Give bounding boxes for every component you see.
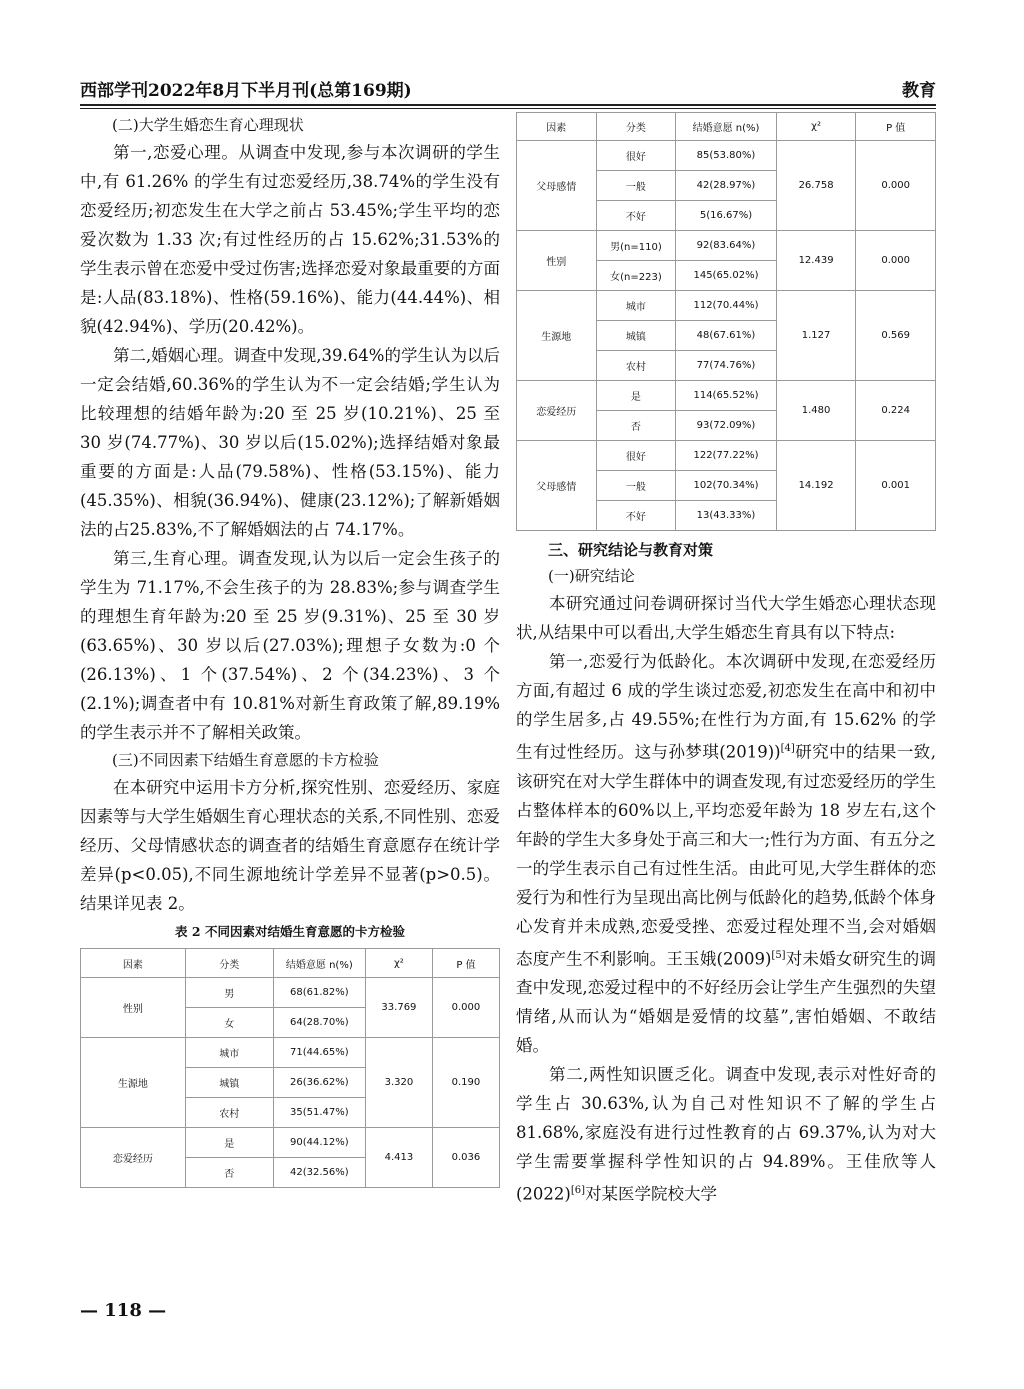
factor-cell: 性别 xyxy=(517,231,597,291)
category-cell: 城镇 xyxy=(596,321,676,351)
journal-title: 西部学刊2022年8月下半月刊(总第169期) xyxy=(80,81,412,101)
value-cell: 114(65.52%) xyxy=(676,381,777,411)
text-run: 第二,两性知识匮乏化。调查中发现,表示对性好奇的学生占 30.63%,认为自己对性知识不了解的学生占 81.68%,家庭没有进行过性教育的占 69.37%,认为对大学生需要掌握科学性知识的占 94.89%。王佳欣等人(2022) xyxy=(516,1065,936,1204)
header-p: P 值 xyxy=(856,113,936,141)
chi-cell: 1.127 xyxy=(776,291,856,381)
value-cell: 85(53.80%) xyxy=(676,141,777,171)
header-willing: 结婚意愿 n(%) xyxy=(273,949,365,978)
header-rule-thin xyxy=(80,108,936,109)
citation-4: [4] xyxy=(780,743,795,754)
page-number: — 118 — xyxy=(80,1300,167,1321)
p-cell: 0.224 xyxy=(856,381,936,441)
chi-cell: 33.769 xyxy=(365,978,432,1038)
chi-cell: 1.480 xyxy=(776,381,856,441)
factor-cell: 生源地 xyxy=(517,291,597,381)
chi-cell: 4.413 xyxy=(365,1128,432,1188)
p-cell: 0.036 xyxy=(432,1128,499,1188)
page-header xyxy=(80,76,936,104)
table-header-row xyxy=(517,113,936,141)
p-cell: 0.000 xyxy=(856,141,936,231)
subsection-heading-3: (三)不同因素下结婚生育意愿的卡方检验 xyxy=(112,751,379,769)
value-cell: 48(67.61%) xyxy=(676,321,777,351)
value-cell: 13(43.33%) xyxy=(676,501,777,531)
category-cell: 城市 xyxy=(185,1038,273,1068)
factor-cell: 父母感情 xyxy=(517,441,597,531)
header-rule xyxy=(80,104,936,106)
paragraph-intro: 本研究通过问卷调研探讨当代大学生婚恋心理状态现状,从结果中可以看出,大学生婚恋生育具有以下特点: xyxy=(516,594,936,642)
factor-cell: 恋爱经历 xyxy=(517,381,597,441)
value-cell: 42(32.56%) xyxy=(273,1158,365,1188)
table-row xyxy=(517,441,936,471)
category-cell: 很好 xyxy=(596,441,676,471)
paragraph-chi-square: 在本研究中运用卡方分析,探究性别、恋爱经历、家庭因素等与大学生婚姻生育心理状态的关系,不同性别、恋爱经历、父母情感状态的调查者的结婚生育意愿存在统计学差异(p<0.05),不同生源地统计学差异不显著(p>0.5)。结果详见表 2。 xyxy=(80,778,500,913)
value-cell: 68(61.82%) xyxy=(273,978,365,1008)
category-cell: 不好 xyxy=(596,201,676,231)
p-cell: 0.000 xyxy=(856,231,936,291)
value-cell: 77(74.76%) xyxy=(676,351,777,381)
header-p: P 值 xyxy=(432,949,499,978)
table-row xyxy=(517,231,936,261)
factor-cell: 父母感情 xyxy=(517,141,597,231)
p-cell: 0.000 xyxy=(432,978,499,1038)
paragraph-sex-knowledge xyxy=(516,1060,936,1209)
category-cell: 否 xyxy=(596,411,676,441)
left-column xyxy=(80,112,500,1188)
value-cell: 64(28.70%) xyxy=(273,1008,365,1038)
citation-6: [6] xyxy=(570,1185,586,1196)
subsection-heading-2: (二)大学生婚恋生育心理现状 xyxy=(112,116,304,134)
p-cell: 0.001 xyxy=(856,441,936,531)
section-label: 教育 xyxy=(902,81,936,101)
header-chi: χ² xyxy=(365,949,432,978)
right-column xyxy=(516,112,936,1209)
value-cell: 93(72.09%) xyxy=(676,411,777,441)
paragraph-early-love xyxy=(516,647,936,1060)
table-caption: 表 2 不同因素对结婚生育意愿的卡方检验 xyxy=(175,924,405,939)
table-2-marriage xyxy=(80,948,500,1188)
category-cell: 农村 xyxy=(596,351,676,381)
category-cell: 农村 xyxy=(185,1098,273,1128)
table-header-row xyxy=(81,949,500,978)
factor-cell: 生源地 xyxy=(81,1038,186,1128)
p-cell: 0.569 xyxy=(856,291,936,381)
factor-cell: 恋爱经历 xyxy=(81,1128,186,1188)
table-2-fertility xyxy=(516,112,936,531)
table-row xyxy=(517,141,936,171)
category-cell: 男(n=110) xyxy=(596,231,676,261)
category-cell: 城镇 xyxy=(185,1068,273,1098)
chi-cell: 14.192 xyxy=(776,441,856,531)
category-cell: 女(n=223) xyxy=(596,261,676,291)
citation-5: [5] xyxy=(771,949,786,961)
section-heading-3: 三、研究结论与教育对策 xyxy=(548,541,714,559)
value-cell: 102(70.34%) xyxy=(676,471,777,501)
value-cell: 26(36.62%) xyxy=(273,1068,365,1098)
category-cell: 一般 xyxy=(596,171,676,201)
table-row xyxy=(81,1128,500,1158)
text-run: 第一,恋爱行为低龄化。本次调研中发现,在恋爱经历方面,有超过 6 成的学生谈过恋爱,初恋发生在高中和初中的学生居多,占 49.55%;在性行为方面,有 15.62% 的学生有过性经历。这与孙梦琪(2019)) xyxy=(516,652,936,762)
chi-cell: 26.758 xyxy=(776,141,856,231)
header-category: 分类 xyxy=(596,113,676,141)
chi-cell: 12.439 xyxy=(776,231,856,291)
header-factor: 因素 xyxy=(517,113,597,141)
value-cell: 90(44.12%) xyxy=(273,1128,365,1158)
category-cell: 男 xyxy=(185,978,273,1008)
header-factor: 因素 xyxy=(81,949,186,978)
header-category: 分类 xyxy=(185,949,273,978)
value-cell: 71(44.65%) xyxy=(273,1038,365,1068)
category-cell: 一般 xyxy=(596,471,676,501)
category-cell: 是 xyxy=(185,1128,273,1158)
paragraph-love: 第一,恋爱心理。从调查中发现,参与本次调研的学生中,有 61.26% 的学生有过恋爱经历,38.74%的学生没有恋爱经历;初恋发生在大学之前占 53.45%;学生平均的恋爱次数为 1.33 次;有过性经历的占 15.62%;31.53%的学生表示曾在恋爱中受过伤害;选择恋爱对象最重要的方面是:人品(83.18%)、性格(59.16%)、能力(44.44%)、相貌(42.94%)、学历(20.42%)。 xyxy=(80,143,500,336)
table-row xyxy=(81,1038,500,1068)
value-cell: 145(65.02%) xyxy=(676,261,777,291)
category-cell: 很好 xyxy=(596,141,676,171)
value-cell: 42(28.97%) xyxy=(676,171,777,201)
paragraph-marriage: 第二,婚姻心理。调查中发现,39.64%的学生认为以后一定会结婚,60.36%的学生认为不一定会结婚;学生认为比较理想的结婚年龄为:20 至 25 岁(10.21%)、25 至 30 岁(74.77%)、30 岁以后(15.02%);选择结婚对象最重要的方面是:人品(79.58%)、性格(53.15%)、能力(45.35%)、相貌(36.94%)、健康(23.12%);了解新婚姻法的占25.83%,不了解婚姻法的占 74.17%。 xyxy=(80,346,500,539)
category-cell: 是 xyxy=(596,381,676,411)
value-cell: 35(51.47%) xyxy=(273,1098,365,1128)
category-cell: 城市 xyxy=(596,291,676,321)
table-row xyxy=(517,291,936,321)
value-cell: 92(83.64%) xyxy=(676,231,777,261)
chi-cell: 3.320 xyxy=(365,1038,432,1128)
text-run: 对未婚女研究生的调查中发现,恋爱过程中的不好经历会让学生产生强烈的失望情绪,从而认为“婚姻是爱情的坟墓”,害怕婚姻、不敢结婚。 xyxy=(516,949,937,1055)
table-row xyxy=(81,978,500,1008)
text-run: 对某医学院校大学 xyxy=(585,1184,718,1204)
subsection-heading-1: (一)研究结论 xyxy=(548,567,635,585)
category-cell: 不好 xyxy=(596,501,676,531)
table-row xyxy=(517,381,936,411)
header-willing: 结婚意愿 n(%) xyxy=(676,113,777,141)
value-cell: 112(70.44%) xyxy=(676,291,777,321)
paragraph-birth: 第三,生育心理。调查发现,认为以后一定会生孩子的学生为 71.17%,不会生孩子的为 28.83%;参与调查学生的理想生育年龄为:20 至 25 岁(9.31%)、25 至 30 岁(63.65%)、30 岁以后(27.03%);理想子女数为:0 个(26.13%)、1 个(37.54%)、2 个(34.23%)、3 个(2.1%);调查者中有 10.81%对新生育政策了解,89.19%的学生表示并不了解相关政策。 xyxy=(80,549,500,742)
value-cell: 5(16.67%) xyxy=(676,201,777,231)
factor-cell: 性别 xyxy=(81,978,186,1038)
header-chi: χ² xyxy=(776,113,856,141)
text-run: 研究中的结果一致,该研究在对大学生群体中的调查发现,有过恋爱经历的学生占整体样本的60%以上,平均恋爱年龄为 18 岁左右,这个年龄的学生大多身处于高三和大一;性行为方面、有五分之一的学生表示自己有过性生活。由此可见,大学生群体的恋爱行为和性行为呈现出高比例与低龄化的趋势,低龄个体身心发育并未成熟,恋爱受挫、恋爱过程处理不当,会对婚姻态度产生不利影响。王玉娥(2009) xyxy=(516,742,936,968)
category-cell: 否 xyxy=(185,1158,273,1188)
value-cell: 122(77.22%) xyxy=(676,441,777,471)
p-cell: 0.190 xyxy=(432,1038,499,1128)
category-cell: 女 xyxy=(185,1008,273,1038)
